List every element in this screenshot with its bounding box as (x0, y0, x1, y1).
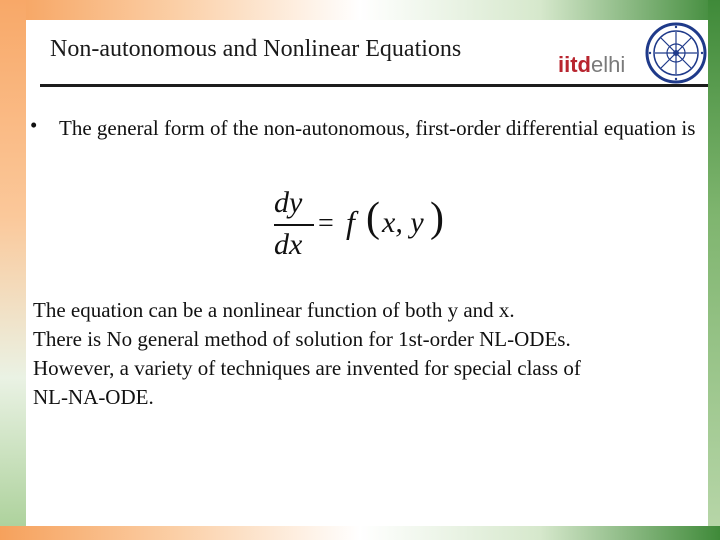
frame-bottom-border (0, 526, 720, 540)
function-symbol: f (346, 204, 355, 240)
slide-canvas (26, 20, 708, 526)
equals-sign: = (318, 208, 334, 239)
logo-text-part1: iitd (558, 52, 591, 77)
paren-close: ) (430, 195, 444, 241)
frame-right-border (708, 0, 720, 540)
institute-logo-text (558, 52, 625, 78)
bullet-marker: • (30, 113, 38, 137)
slide-title: Non-autonomous and Nonlinear Equations (50, 36, 462, 62)
frame-left-border (0, 0, 26, 540)
title-divider (40, 84, 708, 87)
body-line-2: There is No general method of solution for 1st-order NL-ODEs. (33, 327, 571, 351)
fraction-bar (274, 224, 314, 226)
institute-seal-icon (645, 22, 707, 84)
body-paragraph (33, 296, 693, 412)
paren-open: ( (366, 195, 380, 241)
body-line-4: NL-NA-ODE. (33, 385, 154, 409)
frame-top-border (0, 0, 720, 22)
bullet-text: The general form of the non-autonomous, first-order differential equation is (59, 116, 696, 140)
body-line-1: The equation can be a nonlinear function of both y and x. (33, 298, 515, 322)
body-line-3: However, a variety of techniques are invented for special class of (33, 356, 581, 380)
equation-denominator: dx (274, 228, 303, 261)
function-arguments: x, y (382, 206, 424, 239)
differential-equation (270, 186, 460, 266)
equation-numerator: dy (274, 186, 303, 219)
logo-text-part2: elhi (591, 52, 626, 77)
